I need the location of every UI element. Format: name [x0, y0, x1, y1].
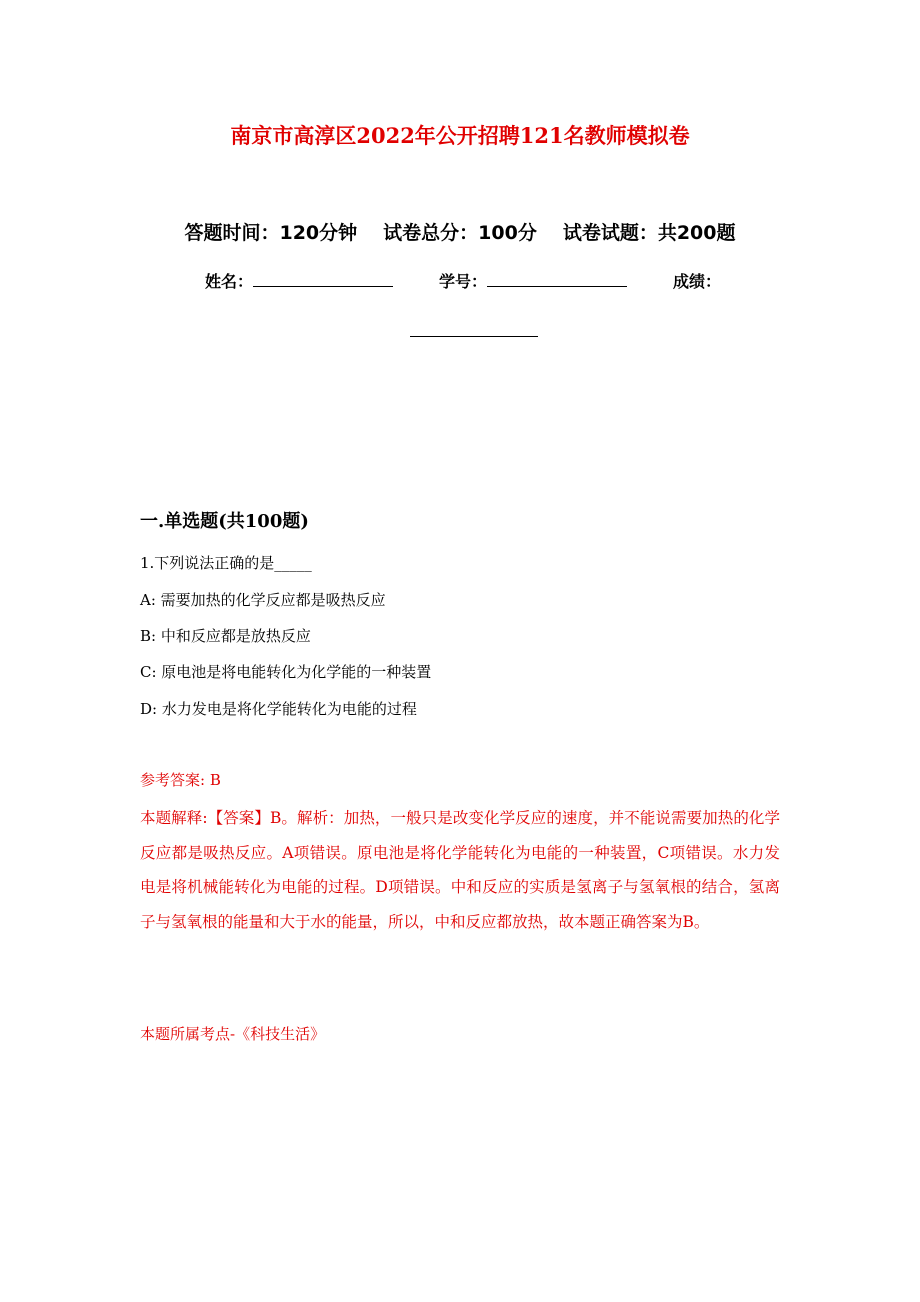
score-label: 成绩： — [673, 272, 722, 291]
question-stem: 1.下列说法正确的是_____ — [140, 554, 312, 572]
reference-answer: 参考答案: B — [140, 771, 221, 789]
option-d: D: 水力发电是将化学能转化为电能的过程 — [140, 700, 417, 718]
student-id-blank[interactable] — [487, 267, 627, 287]
exam-total-score: 试卷总分：100分 — [383, 222, 537, 244]
name-label: 姓名： — [205, 272, 254, 291]
option-b: B: 中和反应都是放热反应 — [140, 627, 311, 645]
student-id-label: 学号： — [439, 272, 488, 291]
exam-title: 南京市高淳区2022年公开招聘121名教师模拟卷 — [230, 123, 690, 148]
option-c: C: 原电池是将电能转化为化学能的一种装置 — [140, 663, 432, 681]
score-blank[interactable] — [410, 336, 538, 337]
exam-time: 答题时间：120分钟 — [184, 222, 358, 244]
student-info-row — [205, 267, 721, 296]
name-blank[interactable] — [253, 267, 393, 287]
topic-label: 本题所属考点-《科技生活》 — [140, 1025, 326, 1043]
answer-explanation: 本题解释:【答案】B。解析：加热，一般只是改变化学反应的速度，并不能说需要加热的化学反应都是吸热反应。A项错误。原电池是将化学能转化为电能的一种装置，C项错误。水力发电是将机械能转化为电能的过程。D项错误。中和反应的实质是氢离子与氢氧根的结合，氢离子与氢氧根的能量和大于水的能量，所以，中和反应都放热，故本题正确答案为B。 — [140, 809, 780, 931]
option-a: A: 需要加热的化学反应都是吸热反应 — [140, 591, 386, 609]
section-heading: 一.单选题(共100题) — [140, 511, 309, 532]
exam-meta — [0, 217, 920, 249]
exam-question-count: 试卷试题：共200题 — [562, 222, 736, 244]
